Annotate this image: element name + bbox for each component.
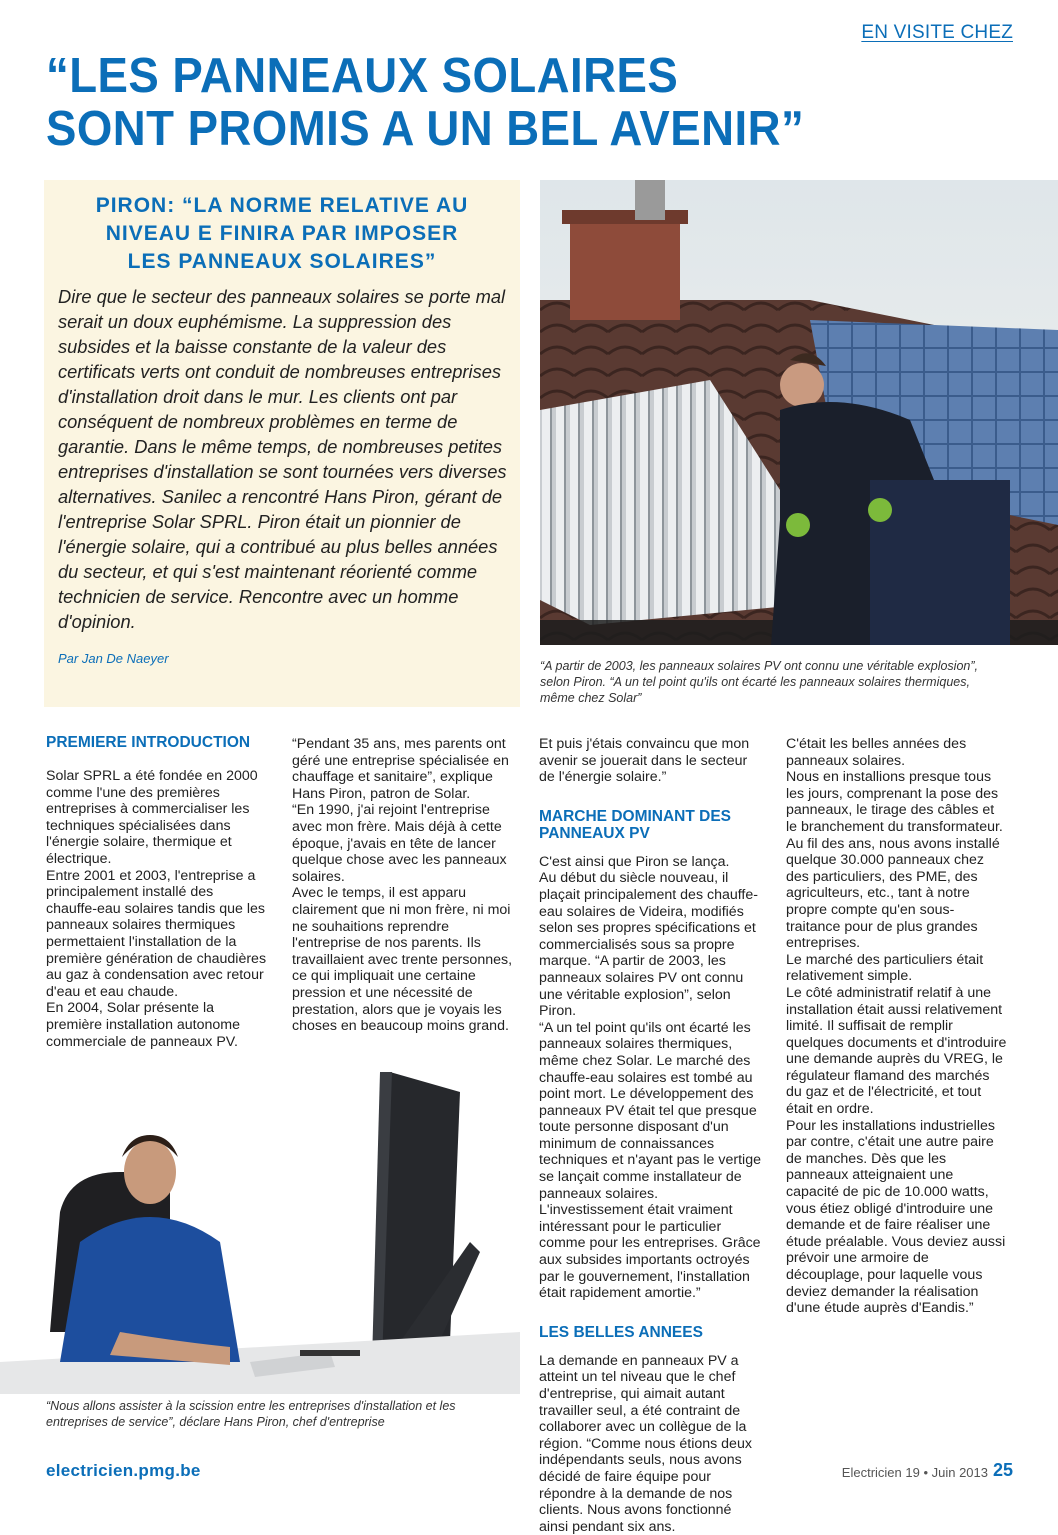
heading-belles-annees: LES BELLES ANNEES bbox=[539, 1323, 703, 1341]
paragraph: Entre 2001 et 2003, l'entreprise a principalement installé des chauffe-eau solaires tandis que les panneaux solaires thermiques permettaient l'installation de la première génération de chaudières au gaz à condensation avec retour d'eau et eau chaude. bbox=[46, 867, 267, 1000]
paragraph: “A un tel point qu'ils ont écarté les panneaux solaires thermiques, même chez Solar. Le marché des chauffe-eau solaires est tombé au point mort. Le développement des panneaux PV était tel que presque toute personne disposant d'un minimum de connaissances techniques et n'ayant pas le vertige se lançait comme installateur de panneaux solaires. L'investissement était vraiment intéressant pour le particulier comme pour les entreprises. Grâce aux subsides importants octroyés par le gouvernement, l'installation était rapidement amortie.” bbox=[539, 1019, 761, 1302]
article-column-3 bbox=[539, 736, 761, 1535]
paragraph: “Pendant 35 ans, mes parents ont géré une entreprise spécialisée en chauffage et sanitaire”, explique Hans Piron, patron de Solar. bbox=[292, 736, 509, 802]
paragraph: Le côté administratif relatif à une installation était aussi relativement limité. Il suffisait de remplir quelques documents et d'introduire une demande auprès du VREG, le régulateur flamand des marchés du gaz et de l'électricité, et tout était en ordre. bbox=[786, 984, 1007, 1118]
article-column-1 bbox=[46, 734, 268, 1050]
paragraph: Pour les installations industrielles par contre, c'était une autre paire de manches. Dès que les panneaux atteignaient une capacité de pic de 10.000 watts, vous étiez obligé d'introduire une demande et de faire réaliser une étude préalable. Vous deviez aussi prévoir une armoire de découplage, pour laquelle vous deviez demander la réalisation d'une étude auprès d'Eandis.” bbox=[786, 1117, 1006, 1317]
page-title-line-1: “LES PANNEAUX SOLAIRES bbox=[46, 49, 679, 103]
paragraph: Nous en installions presque tous les jours, comprenant la pose des panneaux, le tirage des câbles et le branchement du transformateur. Au fil des ans, nous avons installé quelque 30.000 panneaux chez des particuliers, des PME, des agriculteurs, etc., tant à notre propre compte qu'en sous-traitance pour de plus grandes entreprises. bbox=[786, 769, 1003, 952]
roof-photo-caption: “A partir de 2003, les panneaux solaires PV ont connu une véritable explosion”, selon Piron. “A un tel point qu'ils ont écarté les panneaux solaires thermiques, même chez Solar” bbox=[540, 659, 979, 705]
paragraph: Au début du siècle nouveau, il plaçait principalement des chauffe-eau solaires de Videira, modifiés selon ses propres spécifications et commercialisés sous sa propre marque. “A partir de 2003, les panneaux solaires PV ont connu une véritable explosion”, selon Piron. bbox=[539, 870, 758, 1020]
intro-subtitle-line-1: PIRON: “LA NORME RELATIVE AU bbox=[95, 194, 469, 217]
section-tag: EN VISITE CHEZ bbox=[861, 22, 1013, 43]
article-column-2 bbox=[292, 736, 514, 1035]
heading-premiere-introduction: PREMIERE INTRODUCTION bbox=[46, 734, 251, 751]
paragraph: C'est ainsi que Piron se lança. bbox=[539, 853, 730, 870]
paragraph: La demande en panneaux PV a atteint un tel niveau que le chef d'entreprise, qui aimait autant travailler seul, a été contraint de collaborer avec un collègue de la région. “Comme nous étions deux indépendants seuls, nous avons décidé de faire équipe pour répondre à la demande de nos clients. Nous avons fonctionné ainsi pendant six ans. bbox=[539, 1352, 752, 1535]
intro-subtitle-line-3: LES PANNEAUX SOLAIRES” bbox=[127, 250, 437, 273]
roof-photo-illustration bbox=[540, 180, 1058, 645]
paragraph: Solar SPRL a été fondée en 2000 comme l'une des premières entreprises à commercialiser les techniques spécialisées dans l'énergie solaire, thermique et électrique. bbox=[46, 768, 258, 867]
desk-photo-caption: “Nous allons assister à la scission entre les entreprises d'installation et les entreprises de service”, déclare Hans Piron, chef d'entreprise bbox=[46, 1399, 456, 1429]
article-column-4 bbox=[786, 736, 1008, 1317]
paragraph: Le marché des particuliers était relativement simple. bbox=[786, 951, 984, 985]
intro-lead: Dire que le secteur des panneaux solaires se porte mal serait un doux euphémisme. La suppression des subsides et la baisse constante de la valeur des certificats verts ont conduit de nombreuses entreprises d'installation droit dans le mur. Les clients ont par conséquent de nombreux problèmes en terme de garantie. Dans le même temps, de nombreuses petites entreprises d'installation se sont tournées vers diverses alternatives. Sanilec a rencontré Hans Piron, gérant de l'entreprise Solar SPRL. Piron était un pionnier de l'énergie solaire, qui a contribué au plus belles années du secteur, et qui s'est maintenant réorienté comme technicien de service. Rencontre avec un homme d'opinion. bbox=[58, 286, 507, 632]
footer-url[interactable]: electricien.pmg.be bbox=[46, 1461, 201, 1480]
heading-marche-dominant: MARCHE DOMINANT DES PANNEAUX PV bbox=[539, 807, 732, 842]
intro-subtitle-line-2: NIVEAU E FINIRA PAR IMPOSER bbox=[105, 222, 459, 245]
paragraph: Et puis j'étais convaincu que mon avenir se jouerait dans le secteur de l'énergie solaire.” bbox=[539, 736, 750, 786]
roof-photo bbox=[540, 180, 1058, 645]
desk-photo bbox=[0, 1062, 520, 1394]
paragraph: “En 1990, j'ai rejoint l'entreprise avec mon frère. Mais déjà à cette époque, j'avais en tête de lancer quelque chose avec les panneaux solaires. bbox=[292, 802, 507, 885]
paragraph: Avec le temps, il est apparu clairement que ni mon frère, ni moi ne souhaitions reprendre l'entreprise de nos parents. Ils travaillaient avec trente personnes, ce qui impliquait une certaine pression et une nécessité de prestation, alors que je voyais les choses en beaucoup moins grand. bbox=[292, 885, 513, 1035]
page-title bbox=[46, 50, 939, 156]
paragraph: C'était les belles années des panneaux solaires. bbox=[786, 736, 967, 769]
page-title-line-2: SONT PROMIS A UN BEL AVENIR” bbox=[46, 102, 805, 156]
desk-photo-illustration bbox=[0, 1062, 520, 1394]
page-number: 25 bbox=[992, 1460, 1013, 1480]
intro-subtitle bbox=[44, 192, 520, 276]
paragraph: En 2004, Solar présente la première installation autonome commerciale de panneaux PV. bbox=[46, 1000, 241, 1050]
byline: Par Jan De Naeyer bbox=[58, 651, 169, 666]
footer-issue: Electricien 19 • Juin 2013 bbox=[841, 1465, 988, 1480]
